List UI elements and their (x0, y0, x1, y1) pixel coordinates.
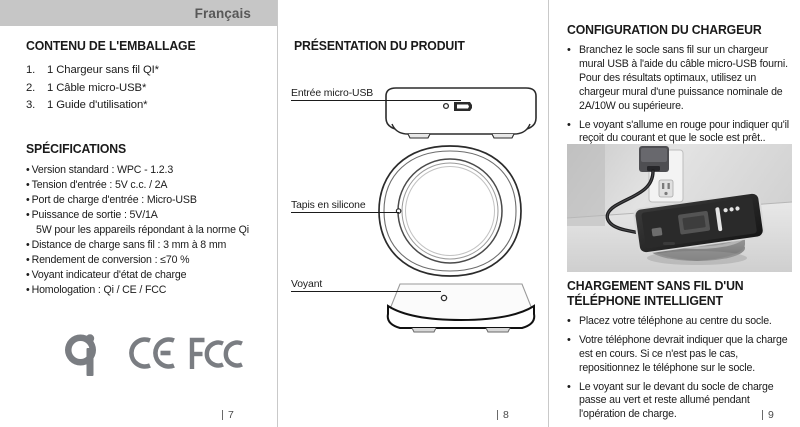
callout-usb-input (291, 88, 461, 101)
spec-text: Distance de charge sans fil : 3 mm à 8 mm (31, 239, 227, 251)
bullet-dot: • (26, 239, 30, 251)
bullet-dot: • (567, 333, 571, 346)
page-number-value: 7 (228, 409, 234, 421)
callout-label: Entrée micro-USB (291, 88, 374, 99)
spec-text: 5W pour les appareils répondant à la norme Qi (36, 223, 249, 236)
spec-text: Port de charge d'entrée : Micro-USB (31, 193, 197, 206)
spec-item (26, 283, 257, 298)
bullet-dot: • (26, 208, 30, 221)
middle-page-column (278, 0, 548, 427)
callout-led-indicator (291, 279, 441, 292)
bullet-dot: • (567, 380, 571, 393)
list-item-number: 3. (26, 99, 36, 112)
bullet-text: Le voyant sur le devant du socle de charge passe au vert et reste allumé pendant l'opération de charge. (579, 380, 774, 421)
bullet-item (567, 334, 795, 376)
package-contents-list (26, 62, 257, 115)
page-number-tick (762, 410, 763, 420)
spec-item (26, 208, 257, 223)
charger-setup-title: CONFIGURATION DU CHARGEUR (567, 22, 762, 37)
photo-scene (567, 144, 792, 272)
bullet-dot: • (26, 178, 30, 191)
spec-item (26, 238, 257, 253)
spec-item (26, 253, 257, 268)
list-item-label: 1 Guide d'utilisation* (47, 99, 148, 112)
list-item-number: 2. (26, 81, 36, 94)
page-number-left (222, 409, 234, 421)
bullet-dot: • (567, 44, 571, 57)
spec-item-continuation (26, 223, 257, 238)
bullet-dot: • (567, 315, 571, 327)
spec-text: Version standard : WPC - 1.2.3 (31, 163, 174, 176)
wireless-charging-title: CHARGEMENT SANS FIL D'UN TÉLÉPHONE INTELLIGENT (567, 278, 744, 309)
bullet-text: Branchez le socle sans fil sur un chargeur mural USB à l'aide du câble micro-USB fourni. Pour des résultats optimaux, utilisez un chargeur mural d'une puissance nominale de 2A/10W ou supérieure. (579, 44, 788, 112)
qi-logo-icon (58, 330, 120, 376)
bullet-item (567, 44, 790, 113)
language-label: Français (194, 5, 251, 21)
charging-setup-photo (567, 144, 792, 272)
callout-silicone-pad (291, 200, 399, 213)
bullet-dot: • (26, 254, 30, 267)
left-page-column (0, 0, 277, 427)
page-number-value: 9 (768, 409, 774, 421)
bullet-dot: • (26, 269, 30, 282)
spec-item (26, 193, 257, 208)
wireless-charging-bullets-wrap (567, 308, 795, 427)
bullet-dot: • (26, 284, 30, 297)
bullet-dot: • (26, 163, 30, 176)
callout-leader-line (291, 100, 461, 101)
bullet-item (567, 119, 790, 147)
list-item (26, 97, 257, 115)
callout-label: Tapis en silicone (291, 200, 366, 211)
page-number-value: 8 (503, 409, 509, 421)
product-overview-title: PRÉSENTATION DU PRODUIT (294, 38, 465, 53)
list-item-number: 1. (26, 64, 36, 77)
package-contents-title: CONTENU DE L'EMBALLAGE (26, 38, 196, 53)
list-item-label: 1 Câble micro-USB* (47, 81, 147, 94)
charger-setup-bullets (567, 44, 790, 146)
bullet-dot: • (26, 193, 30, 206)
bullet-text: Votre téléphone devrait indiquer que la charge est en cours. Si ce n'est pas le cas, repositionnez le téléphone sur le socle. (579, 333, 788, 374)
spec-item (26, 268, 257, 283)
bullet-dot: • (567, 118, 571, 131)
bullet-item (567, 315, 795, 329)
spec-text: Puissance de sortie : 5V/1A (31, 208, 158, 221)
spec-text: Tension d'entrée : 5V c.c. / 2A (31, 178, 168, 191)
wireless-charging-bullets (567, 315, 795, 422)
bullet-text: Placez votre téléphone au centre du socle. (579, 315, 772, 327)
callout-label: Voyant (291, 279, 323, 290)
list-item-label: 1 Chargeur sans fil QI* (47, 64, 159, 77)
certification-logos (58, 330, 244, 376)
spec-text: Rendement de conversion : ≤70 % (31, 254, 190, 267)
list-item (26, 80, 257, 98)
page-number-tick (222, 410, 223, 420)
specifications-title: SPÉCIFICATIONS (26, 140, 127, 156)
bullet-text: Le voyant s'allume en rouge pour indiquer qu'il reçoit du courant et que le socle est prêt.. (579, 118, 789, 145)
specifications-list (26, 163, 257, 298)
page-number-right (762, 409, 774, 421)
bullet-item (567, 381, 795, 423)
spec-item (26, 163, 257, 178)
wireless-charging-section (567, 278, 795, 308)
page-number-tick (497, 410, 498, 420)
ce-logo-icon (129, 333, 179, 373)
callout-leader-line (291, 291, 441, 292)
spec-text: Homologation : Qi / CE / FCC (31, 284, 167, 297)
spec-item (26, 178, 257, 193)
page-number-middle (497, 409, 509, 421)
callout-leader-line (291, 212, 399, 213)
fcc-logo-icon (188, 333, 244, 373)
list-item (26, 62, 257, 80)
spec-text: Voyant indicateur d'état de charge (31, 269, 187, 282)
